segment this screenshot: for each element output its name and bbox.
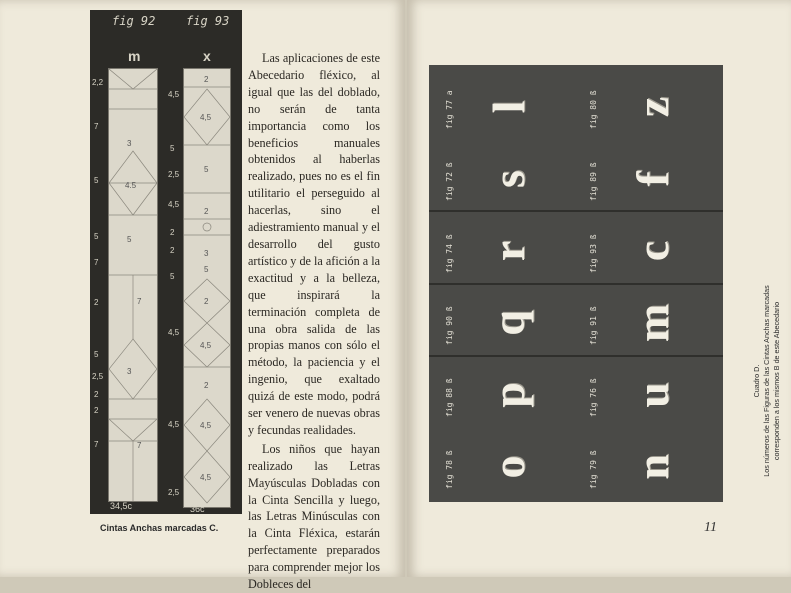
tape-m-mark: 5 — [94, 176, 99, 185]
tape-x-inner-mark: 4,5 — [200, 421, 212, 430]
paragraph: Las aplicaciones de este Abecedario fléxico, al igual que las del doblado, no serán de tanta importancia como los beneficios manuales obtenidos al haberlas realizado, pues no es el fin utilitario el perseguido al hacerlas, sino el adiestramiento manual y el desarrollo del gusto artístico y de la afición a la exactitud y a la belleza, que inspirará la terminación completa de una obra salida de las propias manos con sólo el método, la paciencia y el ingenio, que exaltado quizá de este modo, podrá ser venero de nuevas obras y fecundas realidades. — [248, 51, 380, 437]
tape-m-mark: 7 — [94, 122, 99, 131]
tape-m-inner-mark: 3 — [127, 139, 132, 148]
tape-m-mark: 5 — [94, 232, 99, 241]
page-number: 11 — [704, 520, 717, 535]
tape-m-mark: 7 — [94, 258, 99, 267]
tape-x-fold-lines — [184, 69, 230, 507]
folded-letter-r: r — [483, 240, 534, 262]
photo-figure-label: fig 72 ß — [445, 162, 454, 201]
tape-x-mark: 4,5 — [168, 420, 180, 429]
folded-letter-n: n — [627, 454, 678, 480]
folded-letter-m: m — [627, 303, 678, 343]
column-letter-m: m — [128, 48, 141, 64]
figure-label-93: fig 93 — [186, 14, 230, 28]
folded-letter-p: p — [483, 382, 534, 408]
tape-m-fold-lines — [109, 69, 157, 501]
photo-figure-label: fig 90 ß — [445, 306, 454, 345]
body-text — [248, 50, 380, 593]
tape-x-inner-mark: 5 — [204, 165, 209, 174]
tape-m-inner-mark: 3 — [127, 367, 132, 376]
tape-x-mark: 2,5 — [168, 488, 180, 497]
row-separator — [429, 210, 723, 212]
photo-figure-label: fig 77 a — [445, 90, 454, 129]
tape-x-mark: 2,5 — [168, 170, 180, 179]
letters-photo-plate — [429, 65, 723, 502]
paragraph: Los niños que hayan realizado las Letras Mayúsculas Dobladas con la Cinta Sencilla y luego, las Letras Minúsculas con la Cinta Fléxica, estarán perfectamente preparados para comprender mejor los Dobleces del — [248, 441, 380, 592]
tape-m-mark: 2,5 — [92, 372, 104, 381]
folded-letter-s: s — [483, 170, 534, 188]
folded-letter-u: u — [627, 382, 678, 408]
tape-x-mark: 5 — [170, 272, 175, 281]
tape-m-mark: 5 — [94, 350, 99, 359]
tape-m-inner-mark: 5 — [127, 235, 132, 244]
tape-m-mark: 2 — [94, 390, 99, 399]
tape-m-inner-mark: 4.5 — [125, 181, 137, 190]
photo-figure-label: fig 80 ß — [589, 90, 598, 129]
tape-m-mark: 2 — [94, 298, 99, 307]
folded-letter-z: z — [627, 96, 678, 118]
tape-m-mark: 2 — [94, 406, 99, 415]
photo-figure-label: fig 79 ß — [589, 450, 598, 489]
right-page — [407, 0, 791, 577]
tape-x-mark: 4,5 — [168, 328, 180, 337]
tape-m — [108, 68, 158, 502]
plate-caption-title: Cuadro D. — [752, 364, 761, 398]
tape-x-inner-mark: 2 — [204, 207, 209, 216]
folded-letter-f: f — [627, 171, 678, 187]
folded-letter-o: o — [483, 455, 534, 479]
folded-letter-c: c — [627, 240, 678, 262]
tape-x — [183, 68, 231, 508]
row-separator — [429, 355, 723, 357]
column-letter-x: x — [203, 48, 211, 64]
tape-x-mark: 4,5 — [168, 200, 180, 209]
tape-x-length: 36c — [190, 504, 205, 514]
tape-figures-panel — [90, 10, 242, 514]
photo-figure-label: fig 89 ß — [589, 162, 598, 201]
figure-label-92: fig 92 — [112, 14, 156, 28]
row-separator — [429, 283, 723, 285]
plate-caption — [752, 266, 782, 496]
tape-x-inner-mark: 5 — [204, 265, 209, 274]
tape-m-inner-mark: 7 — [137, 441, 142, 450]
plate-caption-text: Los números de las Figuras de las Cintas Anchas marcadas corresponden a los mismos B de este Abecedario — [762, 285, 781, 477]
folded-letter-q: q — [483, 310, 534, 336]
figure-caption: Cintas Anchas marcadas C. — [100, 523, 219, 533]
tape-x-mark: 5 — [170, 144, 175, 153]
tape-x-inner-mark: 3 — [204, 249, 209, 258]
tape-x-inner-mark: 2 — [204, 297, 209, 306]
photo-figure-label: fig 93 ß — [589, 234, 598, 273]
tape-x-mark: 2 — [170, 246, 175, 255]
tape-m-inner-mark: 7 — [137, 297, 142, 306]
tape-x-mark: 4,5 — [168, 90, 180, 99]
tape-x-inner-mark: 2 — [204, 75, 209, 84]
folded-letter-l: l — [483, 100, 534, 114]
tape-x-inner-mark: 4,5 — [200, 473, 212, 482]
tape-m-mark: 7 — [94, 440, 99, 449]
photo-figure-label: fig 76 ß — [589, 378, 598, 417]
tape-x-inner-mark: 4,5 — [200, 341, 212, 350]
photo-figure-label: fig 78 ß — [445, 450, 454, 489]
tape-x-mark: 2 — [170, 228, 175, 237]
photo-figure-label: fig 74 ß — [445, 234, 454, 273]
tape-m-length: 34,5c — [110, 501, 133, 511]
tape-m-mark: 2,2 — [92, 78, 104, 87]
tape-x-inner-mark: 4,5 — [200, 113, 212, 122]
photo-figure-label: fig 91 ß — [589, 306, 598, 345]
tape-x-inner-mark: 2 — [204, 381, 209, 390]
photo-figure-label: fig 88 ß — [445, 378, 454, 417]
